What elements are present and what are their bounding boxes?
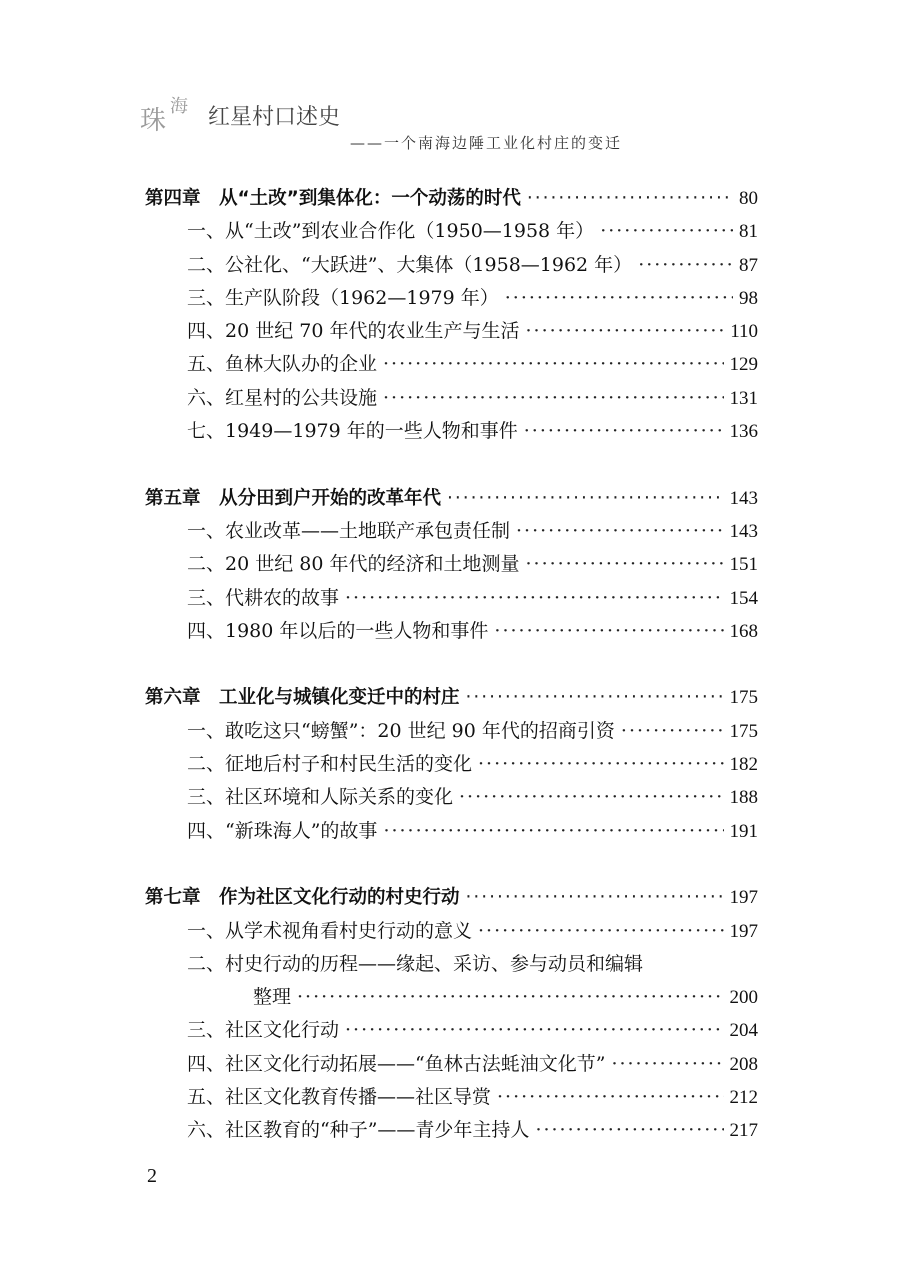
toc-entry-title: 三、生产队阶段（1962—1979 年） bbox=[187, 286, 499, 309]
toc-entry-title: 一、敢吃这只“螃蟹”：20 世纪 90 年代的招商引资 bbox=[187, 719, 615, 742]
toc-entry-title: 二、20 世纪 80 年代的经济和土地测量 bbox=[187, 553, 520, 576]
toc-page-number: 182 bbox=[729, 754, 758, 776]
toc-page-number: 204 bbox=[729, 1020, 758, 1042]
toc-page-number: 217 bbox=[729, 1120, 758, 1142]
toc-section-entry[interactable] bbox=[145, 615, 758, 648]
toc-chapter-entry[interactable] bbox=[145, 482, 758, 515]
header-logo-hai: 海 bbox=[170, 96, 188, 117]
toc-page-number: 188 bbox=[729, 787, 758, 809]
toc-entry-title: 一、从“土改”到农业合作化（1950—1958 年） bbox=[187, 220, 595, 243]
toc-leader-dots bbox=[345, 1014, 723, 1047]
toc-page-number: 129 bbox=[729, 354, 758, 376]
toc-page-number: 81 bbox=[739, 221, 758, 243]
toc-page-number: 87 bbox=[739, 254, 758, 276]
toc-leader-dots bbox=[600, 215, 733, 248]
toc-entry-title: 第七章 作为社区文化行动的村史行动 bbox=[145, 887, 460, 909]
toc-entry-title: 五、社区文化教育传播——社区导赏 bbox=[187, 1086, 492, 1109]
toc-page-number: 80 bbox=[739, 188, 758, 209]
toc-leader-dots bbox=[478, 915, 723, 948]
toc-leader-dots bbox=[478, 748, 723, 781]
toc-page-number: 175 bbox=[729, 687, 758, 709]
toc-chapter-entry[interactable] bbox=[145, 182, 758, 215]
toc-entry-title: 三、社区环境和人际关系的变化 bbox=[187, 786, 454, 809]
toc-page-number: 143 bbox=[729, 520, 758, 542]
book-title: 红星村口述史 bbox=[208, 105, 341, 130]
toc-entry-title: 七、1949—1979 年的一些人物和事件 bbox=[187, 420, 518, 443]
toc-entry-title: 四、“新珠海人”的故事 bbox=[187, 819, 378, 842]
toc-page-number: 208 bbox=[729, 1053, 758, 1075]
toc-entry-title: 一、从学术视角看村史行动的意义 bbox=[187, 919, 473, 942]
toc-entry-title: 第四章 从“土改”到集体化：一个动荡的时代 bbox=[145, 188, 521, 209]
toc-leader-dots bbox=[621, 715, 724, 748]
toc-section-entry[interactable] bbox=[145, 348, 758, 381]
toc-page-number: 131 bbox=[729, 387, 758, 409]
toc-section-entry[interactable] bbox=[145, 215, 758, 248]
toc-section-entry[interactable] bbox=[145, 915, 758, 948]
toc-leader-dots bbox=[297, 981, 723, 1014]
toc-page-number: 197 bbox=[729, 920, 758, 942]
toc-leader-dots bbox=[638, 249, 733, 282]
table-of-contents bbox=[145, 182, 758, 1148]
toc-page-number: 191 bbox=[729, 820, 758, 842]
toc-page-number: 143 bbox=[729, 487, 758, 509]
toc-entry-title: 四、社区文化行动拓展——“鱼林古法蚝油文化节” bbox=[187, 1052, 606, 1075]
toc-section-entry[interactable] bbox=[145, 249, 758, 282]
toc-entry-title: 三、社区文化行动 bbox=[187, 1019, 340, 1042]
toc-chapter-entry[interactable] bbox=[145, 881, 758, 914]
toc-leader-dots bbox=[345, 582, 723, 615]
toc-page-number: 151 bbox=[729, 554, 758, 576]
toc-section-entry[interactable] bbox=[145, 282, 758, 315]
toc-section-entry[interactable] bbox=[145, 415, 758, 448]
toc-leader-dots bbox=[383, 815, 723, 848]
toc-section-entry[interactable] bbox=[145, 548, 758, 581]
toc-entry-title: 第五章 从分田到户开始的改革年代 bbox=[145, 487, 442, 509]
toc-page-number: 197 bbox=[729, 887, 758, 909]
toc-leader-dots bbox=[516, 515, 723, 548]
toc-entry-title: 第六章 工业化与城镇化变迁中的村庄 bbox=[145, 687, 460, 709]
toc-entry-title: 三、代耕农的故事 bbox=[187, 586, 340, 609]
toc-entry-title: 四、20 世纪 70 年代的农业生产与生活 bbox=[187, 320, 520, 343]
toc-entry-title: 六、红星村的公共设施 bbox=[187, 386, 378, 409]
toc-leader-dots bbox=[383, 382, 723, 415]
toc-gap bbox=[145, 648, 758, 681]
toc-leader-dots bbox=[525, 315, 724, 348]
toc-gap bbox=[145, 448, 758, 481]
toc-leader-dots bbox=[447, 482, 723, 515]
toc-section-entry[interactable] bbox=[145, 515, 758, 548]
toc-section-entry[interactable] bbox=[145, 815, 758, 848]
toc-section-entry[interactable] bbox=[145, 1014, 758, 1047]
toc-page-number: 136 bbox=[729, 421, 758, 443]
toc-page-number: 110 bbox=[730, 321, 758, 343]
toc-entry-title: 四、1980 年以后的一些人物和事件 bbox=[187, 619, 489, 642]
toc-section-entry[interactable] bbox=[145, 715, 758, 748]
toc-page-number: 154 bbox=[729, 587, 758, 609]
toc-leader-dots bbox=[383, 348, 723, 381]
toc-leader-dots bbox=[466, 681, 724, 714]
toc-entry-title: 二、公社化、“大跃进”、大集体（1958—1962 年） bbox=[187, 253, 633, 276]
toc-leader-dots bbox=[524, 415, 724, 448]
toc-section-entry[interactable] bbox=[145, 382, 758, 415]
toc-leader-dots bbox=[505, 282, 733, 315]
toc-section-entry[interactable] bbox=[145, 948, 758, 981]
toc-section-entry[interactable] bbox=[145, 981, 758, 1014]
toc-entry-title: 整理 bbox=[253, 986, 292, 1009]
toc-section-entry[interactable] bbox=[145, 781, 758, 814]
toc-page-number: 200 bbox=[729, 987, 758, 1009]
toc-entry-title: 五、鱼林大队办的企业 bbox=[187, 353, 378, 376]
toc-entry-title: 六、社区教育的“种子”——青少年主持人 bbox=[187, 1119, 530, 1142]
book-subtitle: ——一个南海边陲工业化村庄的变迁 bbox=[350, 134, 623, 152]
toc-leader-dots bbox=[466, 881, 724, 914]
toc-leader-dots bbox=[497, 1081, 723, 1114]
toc-leader-dots bbox=[459, 781, 723, 814]
toc-leader-dots bbox=[527, 182, 733, 215]
toc-entry-title: 二、村史行动的历程——缘起、采访、参与动员和编辑 bbox=[187, 952, 644, 975]
toc-page-number: 212 bbox=[729, 1087, 758, 1109]
toc-entry-title: 一、农业改革——土地联产承包责任制 bbox=[187, 519, 511, 542]
page-number: 2 bbox=[147, 1165, 157, 1187]
toc-chapter-entry[interactable] bbox=[145, 681, 758, 714]
toc-gap bbox=[145, 848, 758, 881]
header-logo-zhu: 珠 bbox=[140, 106, 168, 136]
toc-entry-title: 二、征地后村子和村民生活的变化 bbox=[187, 753, 473, 776]
toc-section-entry[interactable] bbox=[145, 748, 758, 781]
toc-section-entry[interactable] bbox=[145, 582, 758, 615]
toc-leader-dots bbox=[611, 1048, 723, 1081]
toc-leader-dots bbox=[525, 548, 723, 581]
toc-section-entry[interactable] bbox=[145, 1048, 758, 1081]
toc-section-entry[interactable] bbox=[145, 315, 758, 348]
toc-page-number: 168 bbox=[729, 620, 758, 642]
toc-leader-dots bbox=[494, 615, 723, 648]
toc-page-number: 98 bbox=[739, 287, 758, 309]
toc-section-entry[interactable] bbox=[145, 1081, 758, 1114]
toc-page-number: 175 bbox=[729, 720, 758, 742]
toc-section-entry[interactable] bbox=[145, 1114, 758, 1147]
toc-leader-dots bbox=[535, 1114, 723, 1147]
running-header bbox=[140, 92, 760, 152]
